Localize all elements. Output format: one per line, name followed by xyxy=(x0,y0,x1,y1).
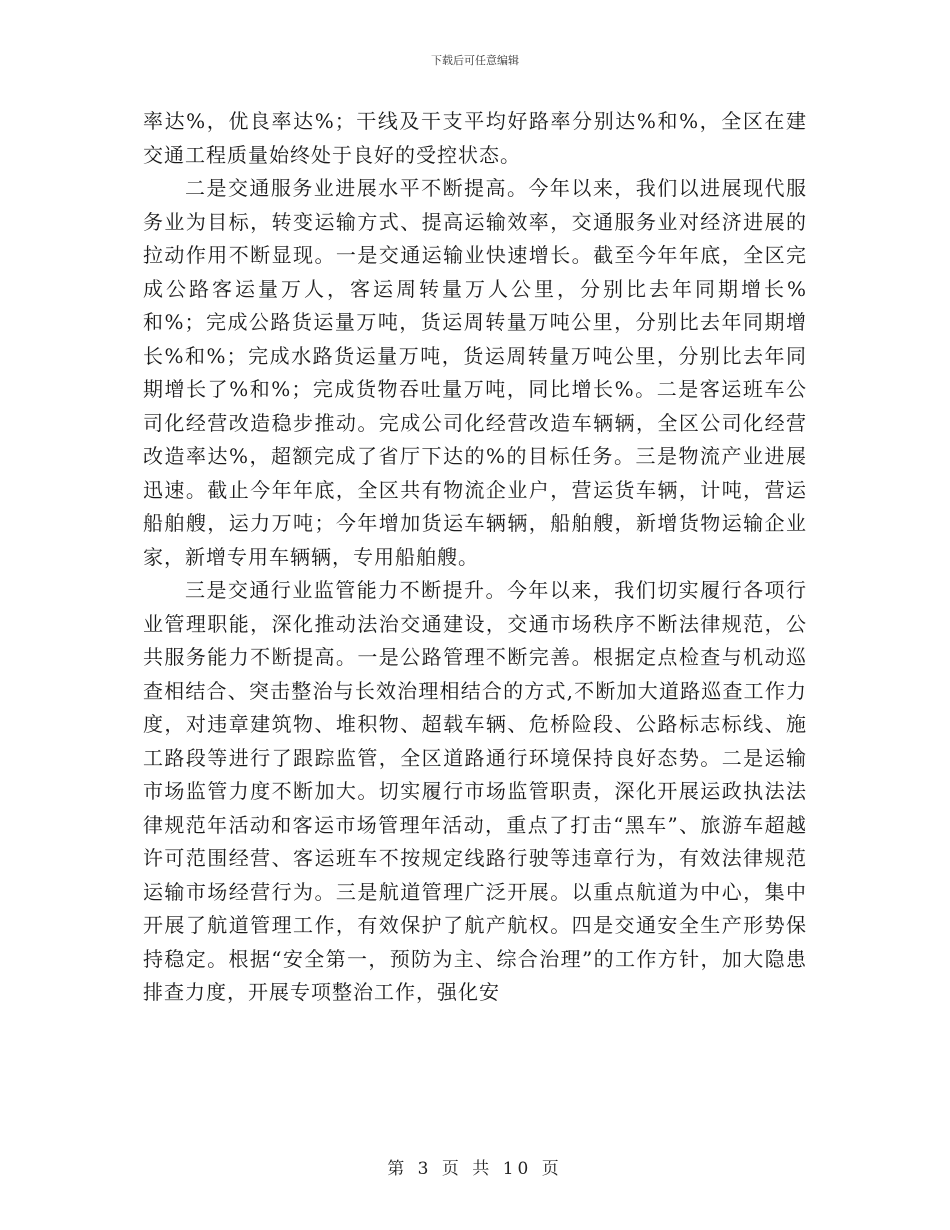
paragraph-2: 二是交通服务业进展水平不断提高。今年以来，我们以进展现代服务业为目标，转变运输方式、提高运输效率，交通服务业对经济进展的拉动作用不断显现。一是交通运输业快速增长。截至今年年底，全区完成公路客运量万人，客运周转量万人公里，分别比去年同期增长%和%；完成公路货运量万吨，货运周转量万吨公里，分别比去年同期增长%和%；完成水路货运量万吨，货运周转量万吨公里，分别比去年同期增长了%和%；完成货物吞吐量万吨，同比增长%。二是客运班车公司化经营改造稳步推动。完成公司化经营改造车辆辆，全区公司化经营改造率达%，超额完成了省厅下达的%的目标任务。三是物流产业进展迅速。截止今年年底，全区共有物流企业户，营运货车辆，计吨，营运船舶艘，运力万吨；今年增加货运车辆辆，船舶艘，新增货物运输企业家，新增专用车辆辆，专用船舶艘。 xyxy=(143,176,807,569)
paragraph-3: 三是交通行业监管能力不断提升。今年以来，我们切实履行各项行业管理职能，深化推动法治交通建设，交通市场秩序不断法律规范，公共服务能力不断提高。一是公路管理不断完善。根据定点检查与机动巡查相结合、突击整治与长效治理相结合的方式,不断加大道路巡查工作力度，对违章建筑物、堆积物、超载车辆、危桥险段、公路标志标线、施工路段等进行了跟踪监管，全区道路通行环境保持良好态势。二是运输市场监管力度不断加大。切实履行市场监管职责，深化开展运政执法法律规范年活动和客运市场管理年活动，重点了打击“黑车”、旅游车超越许可范围经营、客运班车不按规定线路行驶等违章行为，有效法律规范运输市场经营行为。三是航道管理广泛开展。以重点航道为中心，集中开展了航道管理工作，有效保护了航产航权。四是交通安全生产形势保持稳定。根据“安全第一，预防为主、综合治理”的工作方针，加大隐患排查力度，开展专项整治工作，强化安 xyxy=(143,578,807,1004)
page-number-footer: 第 3 页 共 10 页 xyxy=(387,1159,563,1179)
page-header: 下载后可任意编辑 xyxy=(431,54,519,67)
document-body xyxy=(143,105,807,1010)
paragraph-1: 率达%，优良率达%；干线及干支平均好路率分别达%和%，全区在建交通工程质量始终处于良好的受控状态。 xyxy=(143,109,807,167)
